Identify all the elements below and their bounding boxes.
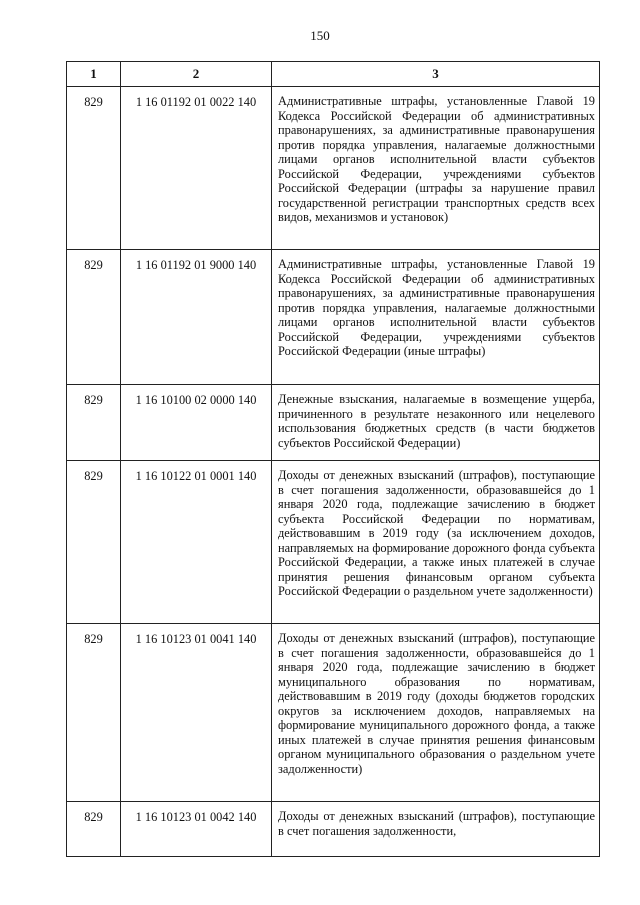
table-row	[67, 461, 600, 624]
description-cell: Административные штрафы, установленные Главой 19 Кодекса Российской Федерации об административных правонарушениях, за административные правонарушения против порядка управления, налагаемые должностными лицами органов исполнительной власти субъектов Российской Федерации, учреждениями субъектов Российской Федерации (иные штрафы)	[272, 250, 600, 385]
column-header-3: 3	[272, 62, 600, 87]
admin-code-cell: 829	[67, 802, 121, 857]
admin-code-cell: 829	[67, 624, 121, 802]
description-cell: Административные штрафы, установленные Главой 19 Кодекса Российской Федерации об административных правонарушениях, за административные правонарушения против порядка управления, налагаемые должностными лицами органов исполнительной власти субъектов Российской Федерации, учреждениями субъектов Российской Федерации (штрафы за нарушение правил государственной регистрации транспортных средств всех видов, механизмов и установок)	[272, 87, 600, 250]
table-row	[67, 802, 600, 857]
table-header-row	[67, 62, 600, 87]
table-row	[67, 385, 600, 461]
admin-code-cell: 829	[67, 461, 121, 624]
admin-code-cell: 829	[67, 87, 121, 250]
description-cell: Доходы от денежных взысканий (штрафов), поступающие в счет погашения задолженности, образовавшейся до 1 января 2020 года, подлежащие зачислению в бюджет субъекта Российской Федерации по нормативам, действовавшим в 2019 году (за исключением доходов, направляемых на формирование дорожного фонда субъекта Российской Федерации, а также иных платежей в случае принятия решения финансовым органом субъекта Российской Федерации о раздельном учете задолженности)	[272, 461, 600, 624]
page-number: 150	[310, 28, 330, 43]
description-cell: Доходы от денежных взысканий (штрафов), поступающие в счет погашения задолженности,	[272, 802, 600, 857]
table-row	[67, 624, 600, 802]
table-row	[67, 87, 600, 250]
column-header-2: 2	[121, 62, 272, 87]
admin-code-cell: 829	[67, 250, 121, 385]
column-header-1: 1	[67, 62, 121, 87]
description-cell: Денежные взыскания, налагаемые в возмещение ущерба, причиненного в результате незаконного или нецелевого использования бюджетных средств (в части бюджетов субъектов Российской Федерации)	[272, 385, 600, 461]
budget-code-cell: 1 16 10122 01 0001 140	[121, 461, 272, 624]
admin-code-cell: 829	[67, 385, 121, 461]
description-cell: Доходы от денежных взысканий (штрафов), поступающие в счет погашения задолженности, образовавшейся до 1 января 2020 года, подлежащие зачислению в бюджет муниципального образования по нормативам, действовавшим в 2019 году (доходы бюджетов городских округов за исключением доходов, направляемых на формирование муниципального дорожного фонда, а также иных платежей в случае принятия решения финансовым органом муниципального образования о раздельном учете задолженности)	[272, 624, 600, 802]
income-codes-table	[66, 61, 600, 857]
budget-code-cell: 1 16 10123 01 0041 140	[121, 624, 272, 802]
table-row	[67, 250, 600, 385]
budget-code-cell: 1 16 10100 02 0000 140	[121, 385, 272, 461]
budget-code-cell: 1 16 01192 01 9000 140	[121, 250, 272, 385]
budget-code-cell: 1 16 10123 01 0042 140	[121, 802, 272, 857]
budget-code-cell: 1 16 01192 01 0022 140	[121, 87, 272, 250]
